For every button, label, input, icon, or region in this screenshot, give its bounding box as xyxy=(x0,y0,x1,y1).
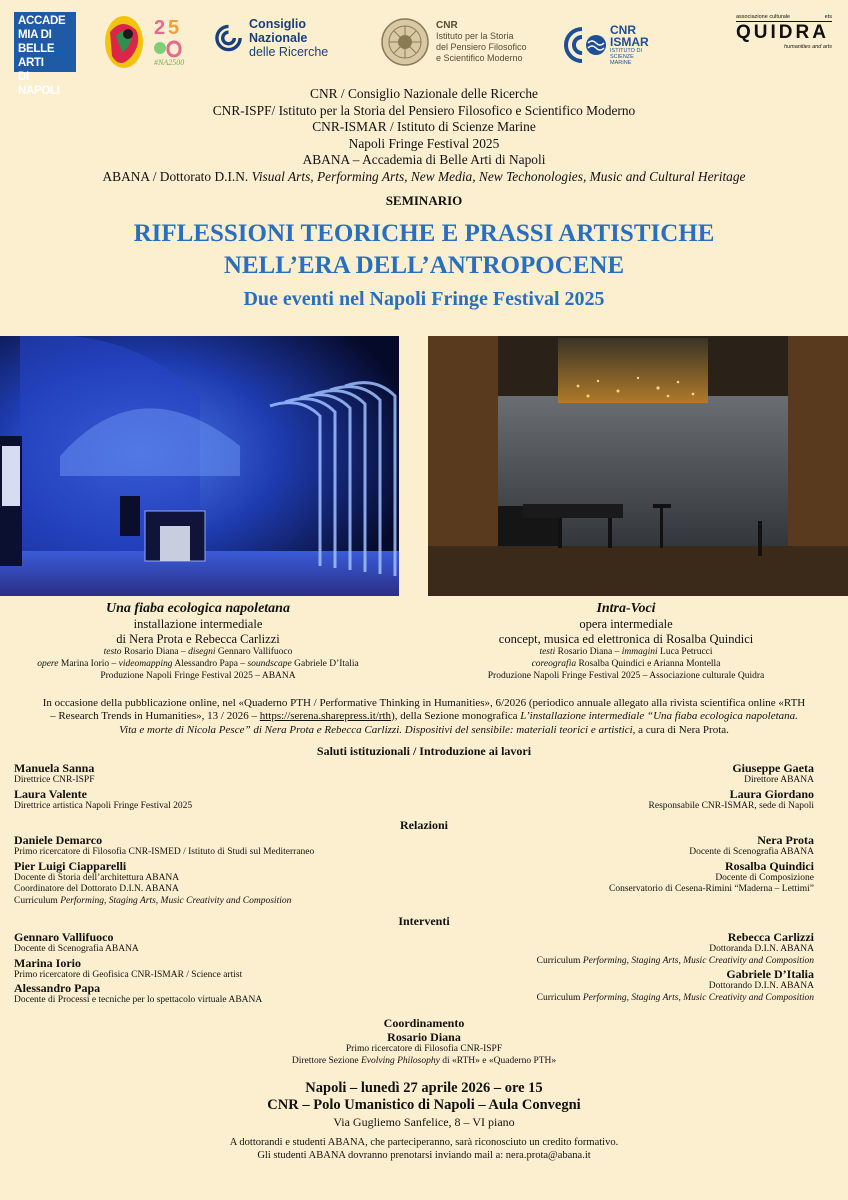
event1-title: Una fiaba ecologica napoletana xyxy=(106,601,290,616)
event2-type: opera intermediale xyxy=(579,617,673,631)
performance-photo xyxy=(428,336,848,596)
credit-note: A dottorandi e studenti ABANA, che parteciperanno, sarà riconosciuto un credito formativo. xyxy=(229,1137,619,1148)
event-date: Napoli – lunedì 27 aprile 2026 – ore 15 xyxy=(305,1080,543,1096)
curriculum-prefix: Curriculum xyxy=(14,896,58,907)
organizer-line: CNR / Consiglio Nazionale delle Ricerche xyxy=(310,86,538,101)
credit-person: Rosalba Quindici e Arianna Montella xyxy=(578,659,721,669)
speaker-role: Docente di Composizione xyxy=(715,872,814,883)
credit-role: disegni xyxy=(188,647,216,657)
ismar-logo-small: ISTITUTO DI SCIENZE MARINE xyxy=(610,48,642,66)
speaker-role: Docente di Scenografia ABANA xyxy=(689,847,814,857)
event1-type: installazione intermediale xyxy=(133,617,263,631)
curriculum-name: Performing, Staging Arts, Music Creativity and Composition xyxy=(582,993,814,1004)
seminar-title-line: RIFLESSIONI TEORICHE E PRASSI ARTISTICHE xyxy=(133,220,715,247)
section-heading-interventi: Interventi xyxy=(398,914,450,928)
speaker-name: Alessandro Papa xyxy=(14,981,101,996)
cnr-mark-icon xyxy=(214,23,243,53)
ispf-logo-line: e Scientifico Moderno xyxy=(436,53,523,63)
event1-credits-line2 xyxy=(18,658,378,670)
organizer-line: CNR-ISPF/ Istituto per la Storia del Pensiero Filosofico e Scientifico Moderno xyxy=(212,102,636,118)
accademia-logo xyxy=(14,12,76,97)
coordinator-role-italic: Evolving Philosophy xyxy=(360,1055,440,1066)
saluti-right xyxy=(414,761,814,812)
event-address: Via Gugliemo Sanfelice, 8 – VI piano xyxy=(333,1115,515,1129)
cnr-logo-line: delle Ricerche xyxy=(249,45,329,59)
event2-credits-line2 xyxy=(446,658,806,670)
speaker-role: Direttore ABANA xyxy=(744,775,814,785)
fringe-tag: #NA2500 xyxy=(154,58,185,67)
speaker-role: Primo ricercatore di Filosofia CNR-ISMED / Istituto di Studi sul Mediterraneo xyxy=(14,847,315,857)
coordination-block xyxy=(0,1016,848,1067)
credit-role: testo xyxy=(103,647,122,657)
seminar-label: SEMINARIO xyxy=(385,193,463,208)
quidra-logo-bottom: humanities and arts xyxy=(784,44,832,50)
event2-caption xyxy=(446,600,806,682)
section-heading-saluti: Saluti istituzionali / Introduzione ai lavori xyxy=(316,744,532,758)
speaker-role: Direttrice artistica Napoli Fringe Festival 2025 xyxy=(14,800,193,811)
credit-role: testi xyxy=(539,647,556,657)
ispf-seal-icon xyxy=(380,17,430,67)
accademia-logo-line: MIA DI xyxy=(18,29,52,41)
speaker-role: Dottorando D.I.N. ABANA xyxy=(708,981,814,992)
event-place: CNR – Polo Umanistico di Napoli – Aula Convegni xyxy=(267,1097,581,1113)
ismar-logo-line: CNR xyxy=(610,23,636,37)
speaker-name: Laura Valente xyxy=(14,786,88,801)
speaker-role: Conservatorio di Cesena-Rimini “Maderna – Lettimi” xyxy=(609,884,814,895)
coordinator-name: Rosario Diana xyxy=(387,1030,461,1044)
svg-text:2: 2 xyxy=(154,17,166,39)
svg-text:5: 5 xyxy=(168,17,180,39)
cnr-logo xyxy=(214,18,364,58)
credit-role: immagini xyxy=(621,647,658,657)
event2-credits-line1 xyxy=(446,646,806,658)
speaker-name: Nera Prota xyxy=(757,833,814,847)
speaker-name: Laura Giordano xyxy=(729,786,814,801)
intro-text: ), della Sezione monografica xyxy=(391,710,518,723)
saluti-left xyxy=(14,761,434,812)
coordinator-role: Primo ricercatore di Filosofia CNR-ISPF xyxy=(345,1044,503,1054)
relazioni-left xyxy=(14,833,434,908)
curriculum-name: Performing, Staging Arts, Music Creativity and Composition xyxy=(60,896,292,907)
event1-credits-line1 xyxy=(18,646,378,658)
event2-production: Produzione Napoli Fringe Festival 2025 – Associazione culturale Quidra xyxy=(487,671,765,681)
speaker-name: Marina Iorio xyxy=(14,955,81,970)
speaker-role: Docente di Processi e tecniche per lo spettacolo virtuale ABANA xyxy=(14,995,263,1006)
event2-concept: concept, musica ed elettronica di Rosalba Quindici xyxy=(498,631,754,646)
credit-person: Gabriele D’Italia xyxy=(294,659,359,669)
coordinator-role-text: Direttore Sezione xyxy=(291,1055,359,1066)
cnr-ispf-logo xyxy=(380,14,550,70)
event1-caption xyxy=(18,600,378,682)
relazioni-right xyxy=(414,833,814,896)
speaker-curriculum xyxy=(414,993,814,1005)
speaker-name: Giuseppe Gaeta xyxy=(732,761,814,775)
rth-link[interactable]: https://serena.sharepress.it/rth xyxy=(259,710,392,723)
speaker-name: Rebecca Carlizzi xyxy=(727,930,814,944)
booking-note: Gli studenti ABANA dovranno prenotarsi inviando mail a: nera.prota@abana.it xyxy=(257,1150,591,1161)
credit-person: Luca Petrucci xyxy=(660,647,713,657)
seminar-title xyxy=(0,218,848,282)
seminar-subtitle: Due eventi nel Napoli Fringe Festival 2025 xyxy=(243,288,605,310)
accademia-logo-line: ACCADE xyxy=(18,15,66,27)
ismar-wave-icon xyxy=(562,25,606,65)
organizers-header xyxy=(0,86,848,186)
quidra-logo-top-text: associazione culturale xyxy=(736,14,791,20)
fringe-festival-logo xyxy=(102,12,194,74)
event2-title: Intra-Voci xyxy=(596,601,656,616)
speaker-role: Primo ricercatore di Geofisica CNR-ISMAR / Science artist xyxy=(14,969,243,980)
quidra-logo-ets: ets xyxy=(824,14,832,20)
credit-person: Gennaro Vallifuoco xyxy=(217,647,293,657)
cnr-logo-line: Consiglio Nazionale xyxy=(249,17,308,45)
intro-italic: L’installazione intermediale “Una fiaba ecologica napoletana. Vita e morte di Nicola Pesce” di Nera Prota e Rebecca Carlizzi. Dispositivi del sensibile: materiali teorici e artistici xyxy=(119,710,798,736)
credit-person: Alessandro Papa – xyxy=(174,659,246,669)
speaker-role: Docente di Storia dell’architettura ABANA xyxy=(14,872,180,883)
organizer-line: CNR-ISMAR / Istituto di Scienze Marine xyxy=(312,119,536,135)
ismar-logo-line: ISMAR xyxy=(610,35,649,49)
notes-block xyxy=(0,1136,848,1162)
seminar-title-line: NELL’ERA DELL’ANTROPOCENE xyxy=(223,252,625,279)
publication-intro xyxy=(40,697,808,737)
credit-person: Rosario Diana – xyxy=(557,647,620,657)
ispf-logo-text xyxy=(436,20,527,64)
speaker-name: Manuela Sanna xyxy=(14,761,95,775)
curriculum-name: Performing, Staging Arts, Music Creativity and Composition xyxy=(582,955,814,966)
quidra-logo-name: QUIDRA xyxy=(736,22,829,43)
speaker-role: Docente di Scenografia ABANA xyxy=(14,944,139,954)
credit-role: soundscape xyxy=(247,659,292,669)
ispf-logo-line: CNR xyxy=(436,20,458,31)
speaker-name: Pier Luigi Ciapparelli xyxy=(14,858,127,873)
interventi-right xyxy=(414,930,814,1005)
abana-italic: Visual Arts, Performing Arts, New Media, New Techonologies, Music and Cultural Heritage xyxy=(251,168,746,184)
organizer-line: ABANA – Accademia di Belle Arti di Napoli xyxy=(302,152,546,168)
intro-text: , a cura di Nera Prota. xyxy=(632,723,729,736)
speaker-role: Direttrice CNR-ISPF xyxy=(14,775,95,785)
abana-prefix: ABANA / Dottorato D.I.N. xyxy=(102,168,249,184)
interventi-left xyxy=(14,930,434,1007)
section-heading-coordinamento: Coordinamento xyxy=(383,1016,465,1030)
speaker-name: Gabriele D’Italia xyxy=(726,967,814,982)
accademia-logo-line: BELLE ARTI xyxy=(18,43,55,69)
section-heading-relazioni: Relazioni xyxy=(400,818,448,832)
coordinator-role xyxy=(0,1056,848,1068)
credit-role: coreografia xyxy=(531,659,577,669)
cnr-ismar-logo xyxy=(562,20,712,70)
speaker-curriculum xyxy=(14,896,434,908)
credit-role: opere xyxy=(37,659,59,669)
cnr-logo-text xyxy=(249,17,364,59)
installation-photo-graphic xyxy=(0,336,399,596)
accademia-logo-line: DI NAPOLI xyxy=(18,71,60,97)
speaker-name: Daniele Demarco xyxy=(14,833,103,847)
coordinator-role-text: di «RTH» e «Quaderno PTH» xyxy=(442,1055,557,1066)
speaker-role: Responsabile CNR-ISMAR, sede di Napoli xyxy=(648,800,814,811)
curriculum-prefix: Curriculum xyxy=(536,955,581,966)
curriculum-prefix: Curriculum xyxy=(536,993,581,1004)
quidra-logo xyxy=(736,14,832,58)
credit-person: Rosario Diana – xyxy=(123,647,186,657)
performance-photo-graphic xyxy=(428,336,848,596)
organizer-line-abana xyxy=(0,169,848,186)
credit-person: Marina Iorio – xyxy=(60,659,117,669)
event1-production: Produzione Napoli Fringe Festival 2025 – ABANA xyxy=(100,671,296,681)
intro-text: In occasione della pubblicazione online, nel «Quaderno PTH / Performative Thinking in Humanities», 6/2026 (periodico annuale allegato alla rivista scientifica online «RTH – Research Trends in Humanities», 13 / 2026 – xyxy=(42,697,806,723)
organizer-line: Napoli Fringe Festival 2025 xyxy=(348,135,500,151)
speaker-role: Coordinatore del Dottorato D.I.N. ABANA xyxy=(14,884,179,895)
ispf-logo-line: Istituto per la Storia xyxy=(436,31,514,41)
credit-role: videomapping xyxy=(118,659,173,669)
event1-authors: di Nera Prota e Rebecca Carlizzi xyxy=(116,631,280,646)
speaker-name: Rosalba Quindici xyxy=(724,858,814,873)
quidra-logo-top xyxy=(736,14,832,20)
venue-block xyxy=(0,1080,848,1131)
ispf-logo-line: del Pensiero Filosofico xyxy=(436,42,527,52)
ismar-logo-text xyxy=(610,24,650,66)
speaker-curriculum xyxy=(414,956,814,968)
speaker-name: Gennaro Vallifuoco xyxy=(14,930,114,944)
speaker-role: Dottoranda D.I.N. ABANA xyxy=(709,944,814,954)
installation-photo xyxy=(0,336,399,596)
